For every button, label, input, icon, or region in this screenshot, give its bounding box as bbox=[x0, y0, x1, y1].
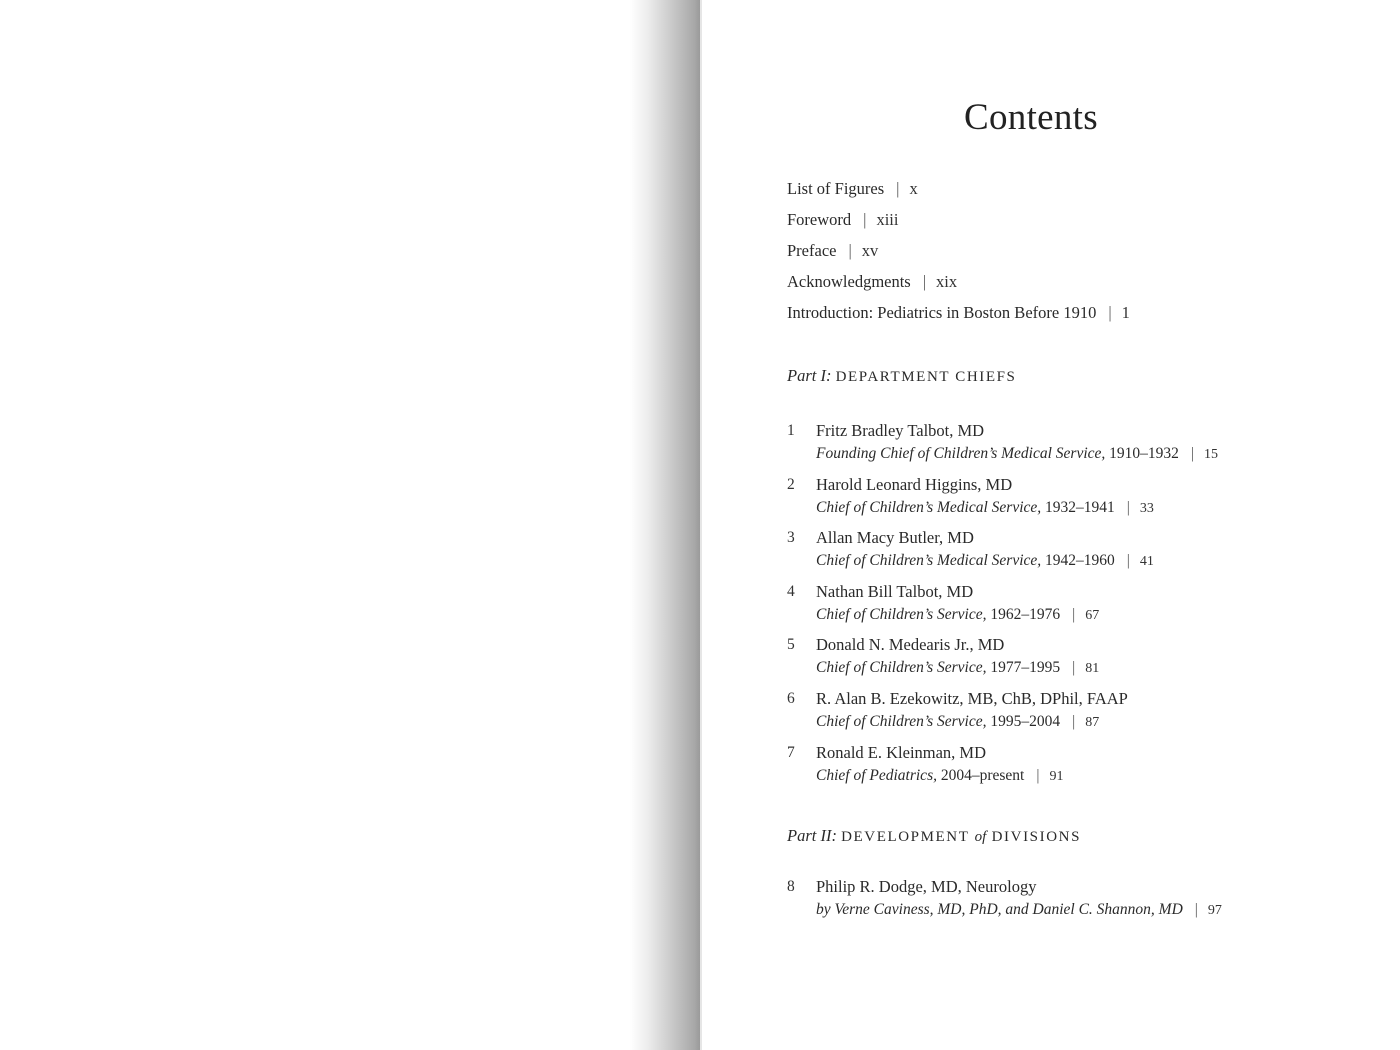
chapter-role: Chief of Pediatrics, bbox=[816, 766, 937, 784]
chapter-page: 81 bbox=[1085, 661, 1100, 677]
chapter-title: Donald N. Medearis Jr., MD bbox=[816, 635, 1005, 655]
front-matter-list bbox=[787, 178, 1130, 333]
front-item-preface[interactable] bbox=[787, 240, 1130, 271]
chapter-page: 33 bbox=[1139, 500, 1154, 516]
chapter-number: 7 bbox=[787, 743, 795, 761]
front-item-page: 1 bbox=[1121, 303, 1130, 322]
chapter-role: Chief of Children’s Medical Service, bbox=[816, 552, 1042, 570]
front-item-title: List of Figures bbox=[787, 179, 885, 198]
separator: | bbox=[922, 272, 927, 291]
chapter-number: 5 bbox=[787, 636, 795, 654]
front-item-page: xix bbox=[936, 272, 958, 291]
chapter-years: 1995–2004 bbox=[990, 712, 1061, 730]
part-label: Part I: bbox=[787, 366, 832, 385]
separator: | bbox=[1190, 445, 1195, 462]
chapter-title: Fritz Bradley Talbot, MD bbox=[816, 421, 985, 440]
separator: | bbox=[863, 210, 867, 229]
chapter-subtitle bbox=[816, 443, 1218, 466]
part-label: Part II: bbox=[787, 826, 837, 845]
chapter-number: 2 bbox=[787, 475, 795, 493]
front-item-page: xv bbox=[861, 241, 879, 260]
chapter-authors: by Verne Caviness, MD, PhD, and Daniel C. Shannon, MD bbox=[816, 901, 1183, 918]
chapter-subtitle bbox=[816, 550, 1154, 573]
separator: | bbox=[1072, 712, 1076, 730]
chapter-number: 4 bbox=[787, 582, 795, 600]
chapter-role: Chief of Children’s Service, bbox=[816, 605, 987, 623]
part-1-heading bbox=[787, 366, 1017, 386]
chapter-title: Ronald E. Kleinman, MD bbox=[816, 742, 987, 762]
right-page bbox=[702, 0, 1400, 1050]
separator: | bbox=[848, 241, 852, 260]
part-name-before: DEVELOPMENT bbox=[841, 829, 970, 845]
front-item-list-of-figures[interactable] bbox=[787, 178, 1130, 209]
chapter-subtitle bbox=[816, 711, 1099, 734]
front-item-title: Preface bbox=[787, 241, 837, 260]
front-item-page: xiii bbox=[876, 210, 899, 229]
chapter-page: 87 bbox=[1085, 714, 1100, 730]
chapter-role: Chief of Children’s Service, bbox=[816, 712, 987, 730]
chapter-title: Harold Leonard Higgins, MD bbox=[816, 474, 1013, 494]
separator: | bbox=[1072, 659, 1076, 677]
front-item-title: Introduction: Pediatrics in Boston Before 1910 bbox=[787, 303, 1097, 322]
part-name-of: of bbox=[974, 829, 987, 845]
front-item-introduction[interactable] bbox=[787, 302, 1130, 333]
separator: | bbox=[1036, 766, 1040, 784]
chapter-number: 1 bbox=[787, 422, 795, 439]
chapter-years: 2004–present bbox=[940, 766, 1025, 784]
chapter-page: 41 bbox=[1139, 554, 1154, 570]
separator: | bbox=[1126, 498, 1130, 516]
chapter-years: 1932–1941 bbox=[1045, 498, 1115, 516]
chapter-subtitle bbox=[816, 497, 1154, 520]
chapter-subtitle bbox=[816, 765, 1063, 788]
chapter-page: 67 bbox=[1085, 607, 1100, 623]
page-title: Contents bbox=[964, 97, 1098, 138]
part-name: DEPARTMENT CHIEFS bbox=[835, 369, 1017, 385]
part-2-heading bbox=[787, 826, 1081, 846]
chapter-subtitle bbox=[816, 657, 1099, 680]
separator: | bbox=[1072, 605, 1076, 623]
part-name-after: DIVISIONS bbox=[991, 829, 1082, 845]
chapter-number: 8 bbox=[787, 878, 795, 895]
gutter-shadow bbox=[630, 0, 700, 1050]
chapter-number: 3 bbox=[787, 529, 795, 547]
front-item-page: x bbox=[909, 179, 918, 198]
chapter-subtitle bbox=[816, 604, 1099, 627]
separator: | bbox=[896, 179, 900, 198]
front-item-title: Foreword bbox=[787, 210, 852, 229]
separator: | bbox=[1108, 303, 1112, 322]
front-item-foreword[interactable] bbox=[787, 209, 1130, 240]
chapter-subtitle bbox=[816, 899, 1222, 922]
separator: | bbox=[1126, 552, 1130, 570]
chapter-page: 15 bbox=[1204, 447, 1219, 462]
chapter-role: Chief of Children’s Service, bbox=[816, 659, 987, 677]
part-name bbox=[841, 829, 1081, 845]
chapter-number: 6 bbox=[787, 689, 795, 707]
chapter-years: 1962–1976 bbox=[990, 605, 1061, 623]
front-item-acknowledgments[interactable] bbox=[787, 271, 1130, 302]
front-item-title: Acknowledgments bbox=[787, 272, 911, 291]
separator: | bbox=[1194, 901, 1198, 918]
chapter-page: 91 bbox=[1049, 768, 1064, 784]
chapter-page: 97 bbox=[1207, 903, 1222, 918]
chapter-title: Nathan Bill Talbot, MD bbox=[816, 581, 974, 601]
chapter-title: R. Alan B. Ezekowitz, MB, ChB, DPhil, FAAP bbox=[816, 688, 1128, 708]
chapter-title: Philip R. Dodge, MD, Neurology bbox=[816, 877, 1037, 896]
chapter-title: Allan Macy Butler, MD bbox=[816, 528, 974, 548]
chapter-role: Founding Chief of Children’s Medical Service, bbox=[816, 445, 1106, 462]
chapter-years: 1942–1960 bbox=[1045, 552, 1115, 570]
chapter-years: 1977–1995 bbox=[990, 659, 1061, 677]
chapter-years: 1910–1932 bbox=[1109, 445, 1179, 462]
chapter-role: Chief of Children’s Medical Service, bbox=[816, 498, 1042, 516]
